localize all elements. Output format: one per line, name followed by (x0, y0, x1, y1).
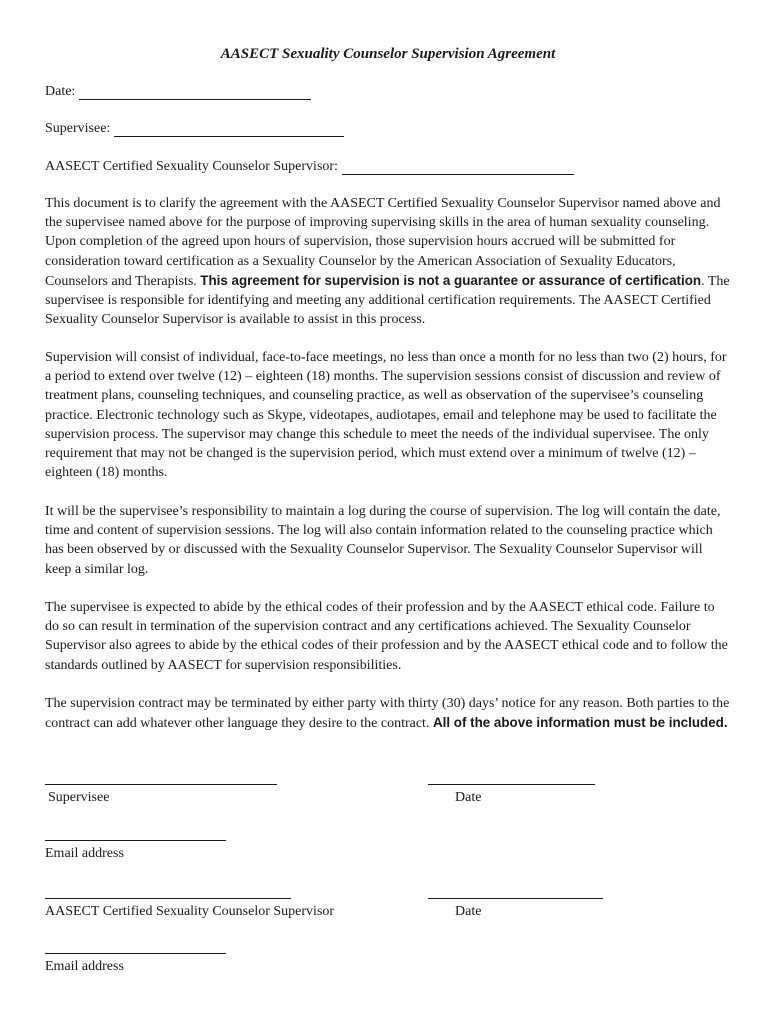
supervisee-signature-label: Supervisee (48, 790, 110, 805)
supervisor-label: AASECT Certified Sexuality Counselor Supervisor: (45, 159, 338, 174)
date-line[interactable] (79, 87, 311, 100)
supervisee-label: Supervisee: (45, 121, 111, 136)
supervisee-date-label: Date (455, 790, 482, 805)
paragraph-termination (45, 694, 731, 733)
paragraph-ethics: The supervisee is expected to abide by the ethical codes of their profession and by the AASECT ethical code. Failure to do so can result in termination of the supervision contract and any certifications achieved. The Sexuality Counselor Supervisor also agrees to abide by the ethical codes of their profession and by the AASECT ethical code and to follow the standards outlined by AASECT for supervision responsibilities. (45, 600, 728, 673)
supervisee-email-label: Email address (45, 846, 124, 861)
paragraph-schedule: Supervision will consist of individual, face-to-face meetings, no less than once a month for no less than two (2) hours, for a period to extend over twelve (12) – eighteen (18) months. The supervision sessions consist of discussion and review of treatment plans, counseling techniques, and counseling practice, as well as observation of the supervisee’s counseling practice. Electronic technology such as Skype, videotapes, audiotapes, email and telephone may be used to facilitate the supervision process. The supervisor may change this schedule to meet the needs of the individual supervisee. The only requirement that may not be changed is the supervision period, which must extend over a minimum of twelve (12) – eighteen (18) months. (45, 350, 727, 481)
supervisee-email-line[interactable] (45, 840, 226, 841)
date-label: Date: (45, 84, 76, 99)
termination-text: The supervision contract may be terminated by either party with thirty (30) days’ notice for any reason. Both parties to the contract can add whatever other language they desire to the contract. (45, 696, 730, 732)
purpose-text-bold: This agreement for supervision is not a guarantee or assurance of certification (200, 272, 702, 288)
supervisor-signature-line[interactable] (45, 898, 291, 899)
paragraph-purpose (45, 194, 731, 329)
supervisor-signature-label: AASECT Certified Sexuality Counselor Supervisor (45, 904, 335, 919)
paragraph-log: It will be the supervisee’s responsibility to maintain a log during the course of supervision. The log will contain the date, time and content of supervision sessions. The log will also contain information related to the counseling practice which has been observed by or discussed with the Sexuality Counselor Supervisor. The Sexuality Counselor Supervisor will keep a similar log. (45, 504, 721, 577)
document-title: AASECT Sexuality Counselor Supervision Agreement (220, 46, 556, 62)
supervisor-email-line[interactable] (45, 953, 226, 954)
supervisee-field (45, 121, 344, 137)
supervisee-signature-line[interactable] (45, 784, 277, 785)
termination-text-bold: All of the above information must be included. (432, 715, 728, 731)
supervisor-date-line[interactable] (428, 898, 603, 899)
supervisor-date-label: Date (455, 904, 482, 919)
purpose-text-end: . The supervisee is responsible for identifying and meeting any additional certification requirements. The AASECT Certified Sexuality Counselor Supervisor is available to assist in this process. (45, 273, 730, 328)
supervisor-field (45, 159, 574, 175)
purpose-text-start: This document is to clarify the agreement with the AASECT Certified Sexuality Counselor Supervisor named above and the supervisee named above for the purpose of improving supervising skills in the area of human sexuality counseling. Upon completion of the agreed upon hours of supervision, those supervision hours accrued will be submitted for consideration toward certification as a Sexuality Counselor by the American Association of Sexuality Educators, Counselors and Therapists. (45, 196, 721, 289)
supervisor-email-label: Email address (45, 959, 124, 974)
date-field (45, 84, 311, 100)
supervisee-date-line[interactable] (428, 784, 595, 785)
supervisor-line[interactable] (342, 162, 574, 175)
supervisee-line[interactable] (114, 124, 344, 137)
